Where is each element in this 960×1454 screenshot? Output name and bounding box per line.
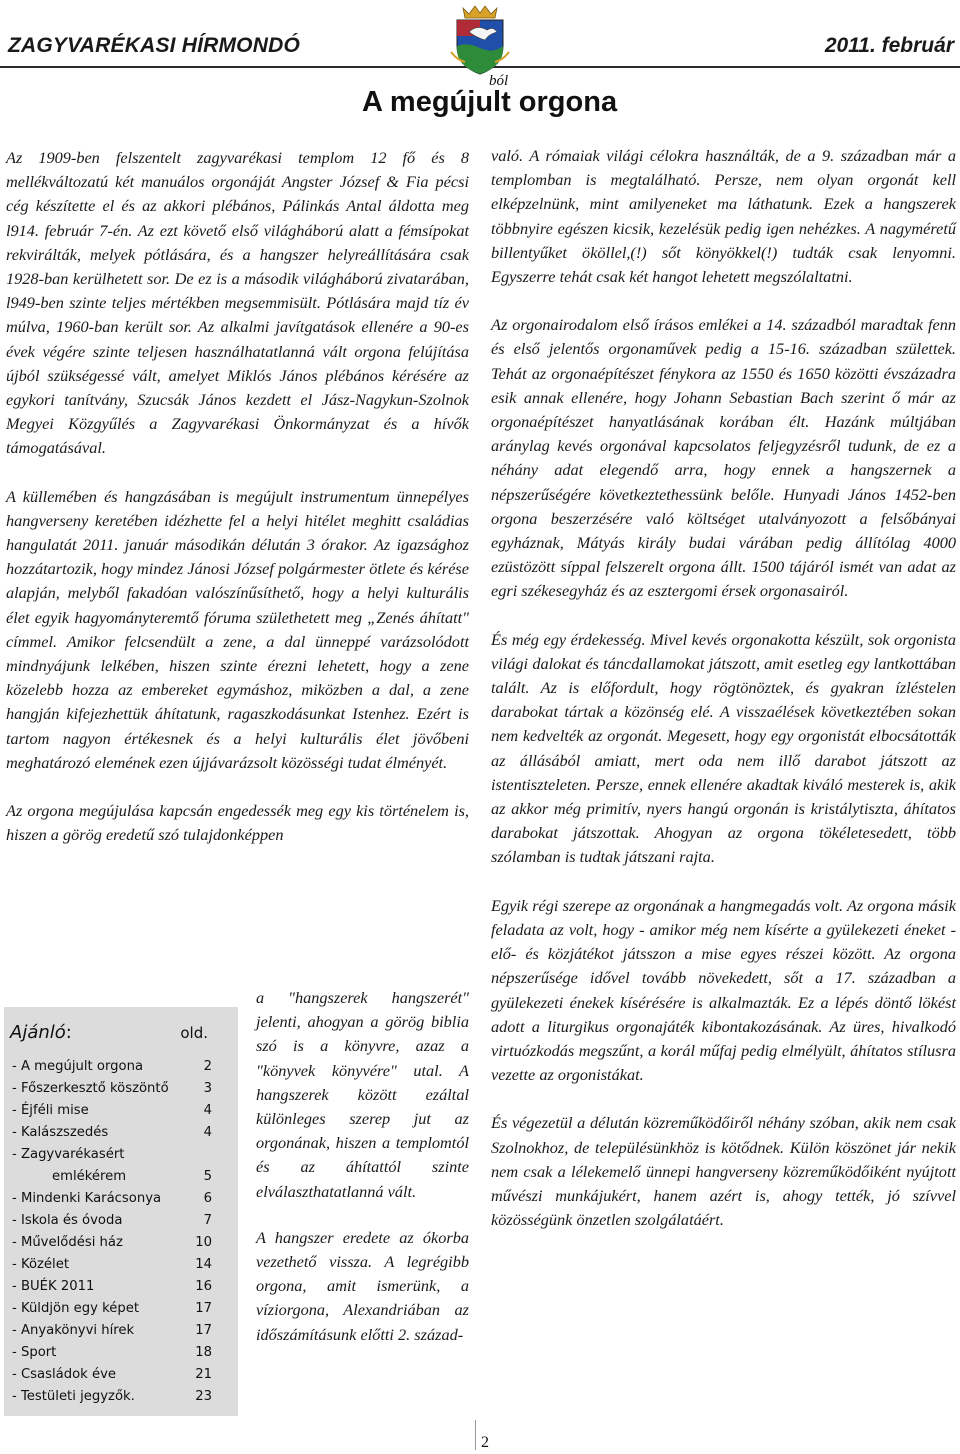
paragraph: való. A rómaiak világi célokra használták, de a 9. században már a templomban is megtalálható. Persze, nem olyan orgonát kell elképzelnünk, mint amilyeneket ma láthatunk. Ezek a hangszerek többnyire egészen kicsik, kezelésük pedig igen nehézkes. A nagyméretű billentyűket ököllel,(!) sőt könyökkel(!) tudták csak lenyomni. Egyszerre tehát csak két hangot lehetett megszólaltatni. [491, 146, 956, 287]
paragraph: Az 1909-ben felszentelt zagyvarékasi templom 12 fő és 8 mellékváltozatú két manuálos orgonáját Angster József & Fia pécsi cég készítette el és az akkori plébános, Pálinkás Antal áldotta meg l914. február 7-én. Az ezt követő első világháború alatt a fémsípokat rekvirálták, melyek pótlására, és a hangszer helyreállítására csak 1928-ban kerülhetett sor. De ez is a második világháború zivatarában, l949-ben szinte teljes mértékben megsemmisült. Pótlására majd tíz év múlva, 1960-ban került sor. Az alkalmi javítgatások ellenére a 90-es évek végére szinte teljesen használhatatlanná vált orgona felújítása újból szükségessé vált, amelyet Miklós János plébános kérésére az egykori tanítvány, Szucsák János kezdett el Jász-Nagykun-Szolnok Megyei Közgyűlés a Zagyvarékasi Önkormányzat és a hívők támogatásával. [6, 148, 469, 458]
issue-date: 2011. február [824, 34, 954, 57]
paragraph: És még egy érdekesség. Mivel kevés orgonakotta készült, sok orgonista világi dalokat és táncdallamokat játszott, amit esetleg egy lantkottában talált. Az is előfordult, hogy rögtönöztek, és gyakran ízléstelen darabokat tártak a közönség elé. A visszaélések következtében sokan nem kedvelték az orgonát. Megesett, hogy egy orgonistát elbocsátották az állásából amiatt, mert oda nem illő darabot játszott az istentiszteleten. Persze, ennek ellenére akadtak kiváló mesterek is, akik az akkor még primitív, nyers hangú orgonán is kristálytiszta, áhítatos darabokat játszottak. Ahogyan az orgona tökéletesedett, több szólamban is tudtak játszani rajta. [491, 629, 956, 867]
page-number: 2 [481, 1434, 489, 1451]
paragraph: A küllemében és hangzásában is megújult instrumentum ünnepélyes hangverseny keretében idézhette fel a helyi hitélet meghitt családias hangulatát 2011. január másodikán délután 3 órakor. Az igazsághoz hozzátartozik, hogy mindez Jánosi József polgármester ötlete és kérése alapján, melyből fakadóan valószínűsíthető, hogy a helyi kulturális élet egyik hagyományteremtő fóruma születhetett meg „Zenés áhítatt" címmel. Amikor felcsendült a zene, a dal ünneppé varázsolódott mindnyájunk lelkében, hiszen szinte érezni lehetett, hogy a zene közelebb hozza az embereket egymáshoz, miközben a dal, a zene hangján kifejezhettük áhítatunk, ragaszkodásunkat Istenhez. Ezért is tartom nagyon értékesnek és a helyi kulturális élet jövőbeni meghatározó elemének ezen újjávarázsolt közösségi tudat élményét. [6, 486, 469, 772]
contents-box: Ajánló: old. - A megújult orgona 2 - Főszerkesztő köszöntő 3 - Éjféli mise 4 - Kalászszedés 4 - Zagyvarékasért emlékérem 5 - Mindenki Karácsonya 6 - Iskola és óvoda 7 - Művelődési ház 10 - Közélet 14 - BUÉK 2011 16 - Küldjön egy képet 17 - Anyakönyvi hírek 17 - Sport 18 - Csasládok éve 21 - Testületi jegyzők. 23 [4, 1007, 238, 1416]
paragraph: Egyik régi szerepe az orgonának a hangmegadás volt. Az orgona másik feladata az volt, hogy - amikor még nem kísérte a gyülekezeti éneket - elő- és közjátékot játsszon a mise egyes részei között. Az orgona népszerűsége idővel tovább növekedett, sőt a 17. században a gyülekezeti énekek kísérésére is alkalmazták. Ez a lépés döntő lökést adott a liturgikus orgonajáték kibontakozásának. Az üres, hivalkodó virtuózkodás megszűnt, a korál műfaj pedig elmélyült, áhítatos stílusra vezette az orgonistákat. [491, 895, 956, 1085]
wrapped-column [256, 986, 469, 1369]
contents-title: Ajánló: [10, 1022, 72, 1043]
right-column [491, 144, 956, 1256]
coat-of-arms-icon [447, 2, 513, 76]
article-title: A megújult orgona [362, 86, 618, 118]
paragraph: A hangszer eredete az ókorba vezethető vissza. A legrégibb orgona, amit ismerünk, a víziorgona, Alexandriában az időszámításunk előtti 2. század- [256, 1227, 469, 1344]
paragraph: Az orgonairodalom első írásos emlékei a 14. századból maradtak fenn és első jelentős orgonaművek pedig a 15-16. században születtek. Tehát az orgonaépítészet fénykora az 1550 és 1650 közötti évszázadra esik annak ellenére, hogy Johann Sebastian Bach szerint ő már az orgonaépítészet hanyatlásának korában élt. Hazánk múltjában aránylag kevés orgonával kapcsolatos feljegyzésről tudunk, de ez a néhány adat elegendő arra, hogy ennek a hangszernek a népszerűségére következtethessünk belőle. Hunyadi János 1452-ben orgona beszerzésére való költséget utalványozott a felsőbányai egyháznak, Mátyás király budai várában pedig állítólag 4000 ezüstözött síppal felszerelt orgona állt. 1500 tájáról ismét van adat az egri székesegyház és az esztergomi érsek orgonasairól. [491, 315, 956, 601]
publication-name: ZAGYVARÉKASI HÍRMONDÓ [8, 34, 300, 57]
column-divider [475, 1420, 476, 1450]
paragraph: Az orgona megújulása kapcsán engedessék meg egy kis történelem is, hiszen a görög eredetű szó tulajdonképpen [6, 801, 469, 845]
paragraph: És végezetül a délután közreműködőiről néhány szóban, akik nem csak Szolnokhoz, de településünkhöz is kötődnek. Külön köszönet jár nekik nem csak a lélekemelő ünnepi hangverseny közreműködőiként nyújtott művészi munkájukért, hanem azért is, ahogy tették, jó szívvel közösségünk önzetlen szolgálatáért. [491, 1113, 956, 1230]
title-overline: ból [489, 73, 509, 89]
contents-header [4, 1007, 238, 1053]
paragraph: a "hangszerek hangszerét" jelenti, ahogyan a görög biblia szó is a könyvre, azaz a "könyvek könyvére" utal. A hangszerek között ezáltal különleges szerep jut az orgonának, hiszen a templomtól és az áhítattól szinte elválaszthatatlanná vált. [256, 988, 469, 1201]
page-column-label: old. [180, 1024, 208, 1042]
left-column [6, 146, 469, 847]
